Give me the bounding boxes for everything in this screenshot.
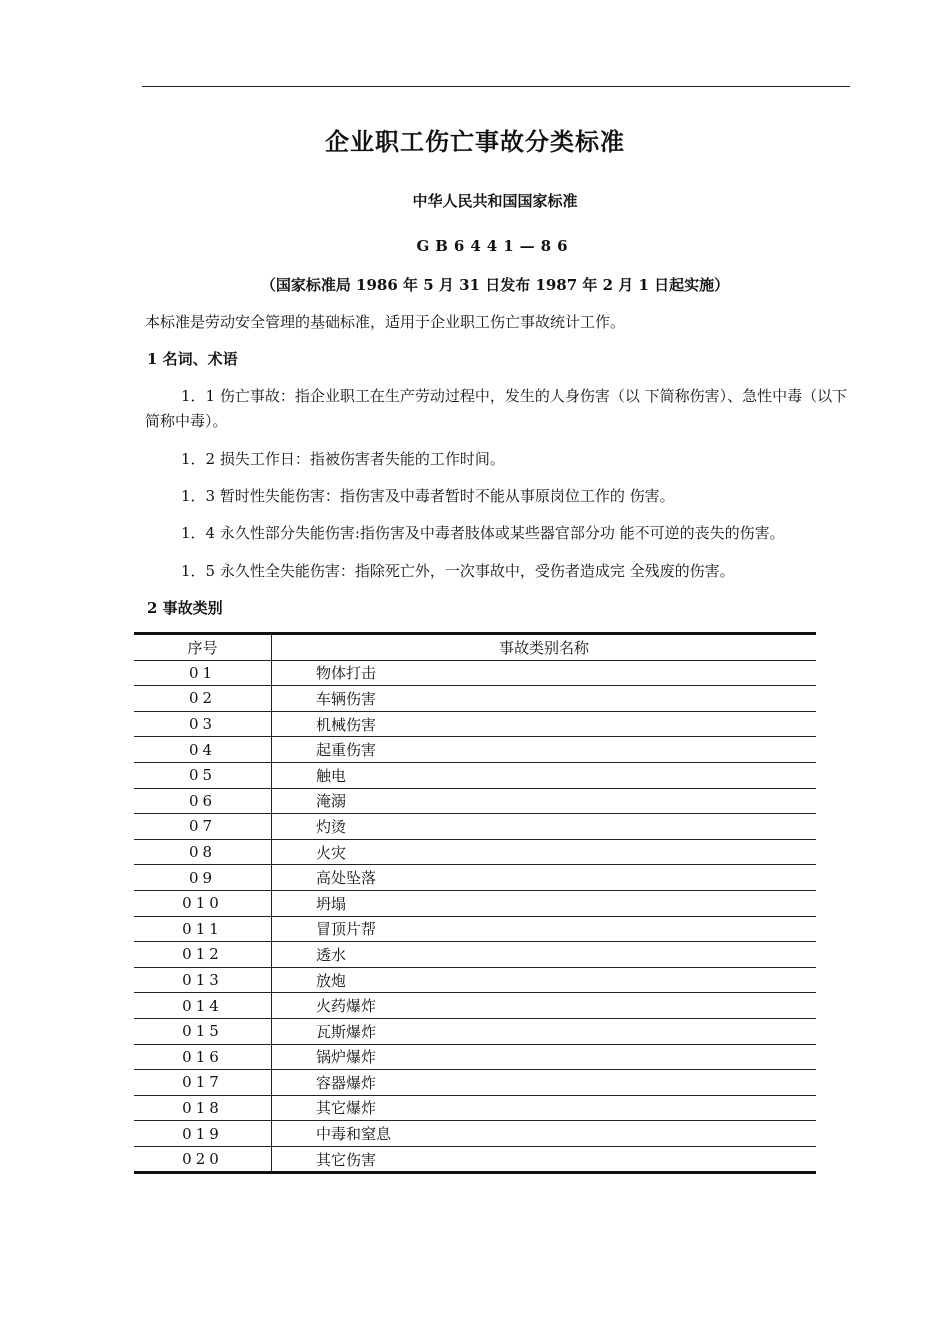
row-number: 02 [134,686,272,712]
row-category-name: 瓦斯爆炸 [272,1018,817,1044]
table-body [134,660,816,1173]
table-row [134,1121,816,1147]
row-number: 018 [134,1095,272,1121]
row-number: 01 [134,660,272,686]
row-category-name: 容器爆炸 [272,1070,817,1096]
row-number: 07 [134,814,272,840]
row-number: 020 [134,1146,272,1173]
row-category-name: 高处坠落 [272,865,817,891]
row-category-name: 锅炉爆炸 [272,1044,817,1070]
header-rule [142,86,850,87]
table-row [134,660,816,686]
definition-1-1: 1．1 伤亡事故：指企业职工在生产劳动过程中，发生的人身伤害（以 下简称伤害）、急性中毒（以下简称中毒）。 [145,387,848,430]
row-category-name: 火药爆炸 [272,993,817,1019]
row-category-name: 放炮 [272,967,817,993]
row-number: 06 [134,788,272,814]
column-header-number: 序号 [134,634,272,661]
table-row [134,788,816,814]
table-row [134,737,816,763]
row-category-name: 起重伤害 [272,737,817,763]
row-category-name: 冒顶片帮 [272,916,817,942]
row-number: 03 [134,711,272,737]
document-title: 企业职工伤亡事故分类标准 [325,127,625,156]
row-category-name: 灼烫 [272,814,817,840]
document-subtitle: 中华人民共和国国家标准 [412,192,578,210]
standard-code: GB6441—86 [416,237,574,255]
row-category-name: 坍塌 [272,890,817,916]
row-number: 014 [134,993,272,1019]
row-number: 019 [134,1121,272,1147]
table-row [134,916,816,942]
table-row [134,711,816,737]
table-row [134,1070,816,1096]
row-number: 012 [134,942,272,968]
row-category-name: 机械伤害 [272,711,817,737]
row-category-name: 淹溺 [272,788,817,814]
row-category-name: 火灾 [272,839,817,865]
table-row [134,865,816,891]
row-category-name: 物体打击 [272,660,817,686]
section-1-heading: 1 名词、术语 [147,350,238,368]
row-number: 011 [134,916,272,942]
table-row [134,993,816,1019]
table-row [134,967,816,993]
table-row [134,1044,816,1070]
table-row [134,762,816,788]
row-number: 016 [134,1044,272,1070]
row-category-name: 其它爆炸 [272,1095,817,1121]
table-row [134,1146,816,1173]
row-number: 017 [134,1070,272,1096]
table-header-row [134,634,816,661]
row-number: 08 [134,839,272,865]
section-2-heading: 2 事故类别 [147,599,223,617]
row-number: 010 [134,890,272,916]
row-category-name: 中毒和窒息 [272,1121,817,1147]
column-header-category: 事故类别名称 [272,634,817,661]
definition-1-4: 1．4 永久性部分失能伤害:指伤害及中毒者肢体或某些器官部分功 能不可逆的丧失的伤害。 [181,524,785,542]
intro-paragraph: 本标准是劳动安全管理的基础标准，适用于企业职工伤亡事故统计工作。 [145,313,626,331]
row-category-name: 其它伤害 [316,1150,377,1169]
table-row [134,814,816,840]
row-number: 09 [134,865,272,891]
row-category-name: 触电 [272,762,817,788]
row-number: 04 [134,737,272,763]
definition-1-3: 1．3 暂时性失能伤害：指伤害及中毒者暂时不能从事原岗位工作的 伤害。 [181,487,675,505]
row-number: 05 [134,762,272,788]
table-row [134,1018,816,1044]
table-row [134,839,816,865]
row-number: 013 [134,967,272,993]
issue-info: （国家标准局 1986 年 5 月 31 日发布 1987 年 2 月 1 日起实施） [260,276,730,294]
accident-category-table [134,632,816,1174]
table-row [134,1095,816,1121]
row-category-name: 透水 [272,942,817,968]
table-row [134,942,816,968]
definition-1-2: 1．2 损失工作日：指被伤害者失能的工作时间。 [181,450,505,468]
row-number: 015 [134,1018,272,1044]
table-row [134,686,816,712]
row-category-name: 车辆伤害 [272,686,817,712]
definition-1-5: 1．5 永久性全失能伤害：指除死亡外，一次事故中，受伤者造成完 全残废的伤害。 [181,562,735,580]
table-row [134,890,816,916]
